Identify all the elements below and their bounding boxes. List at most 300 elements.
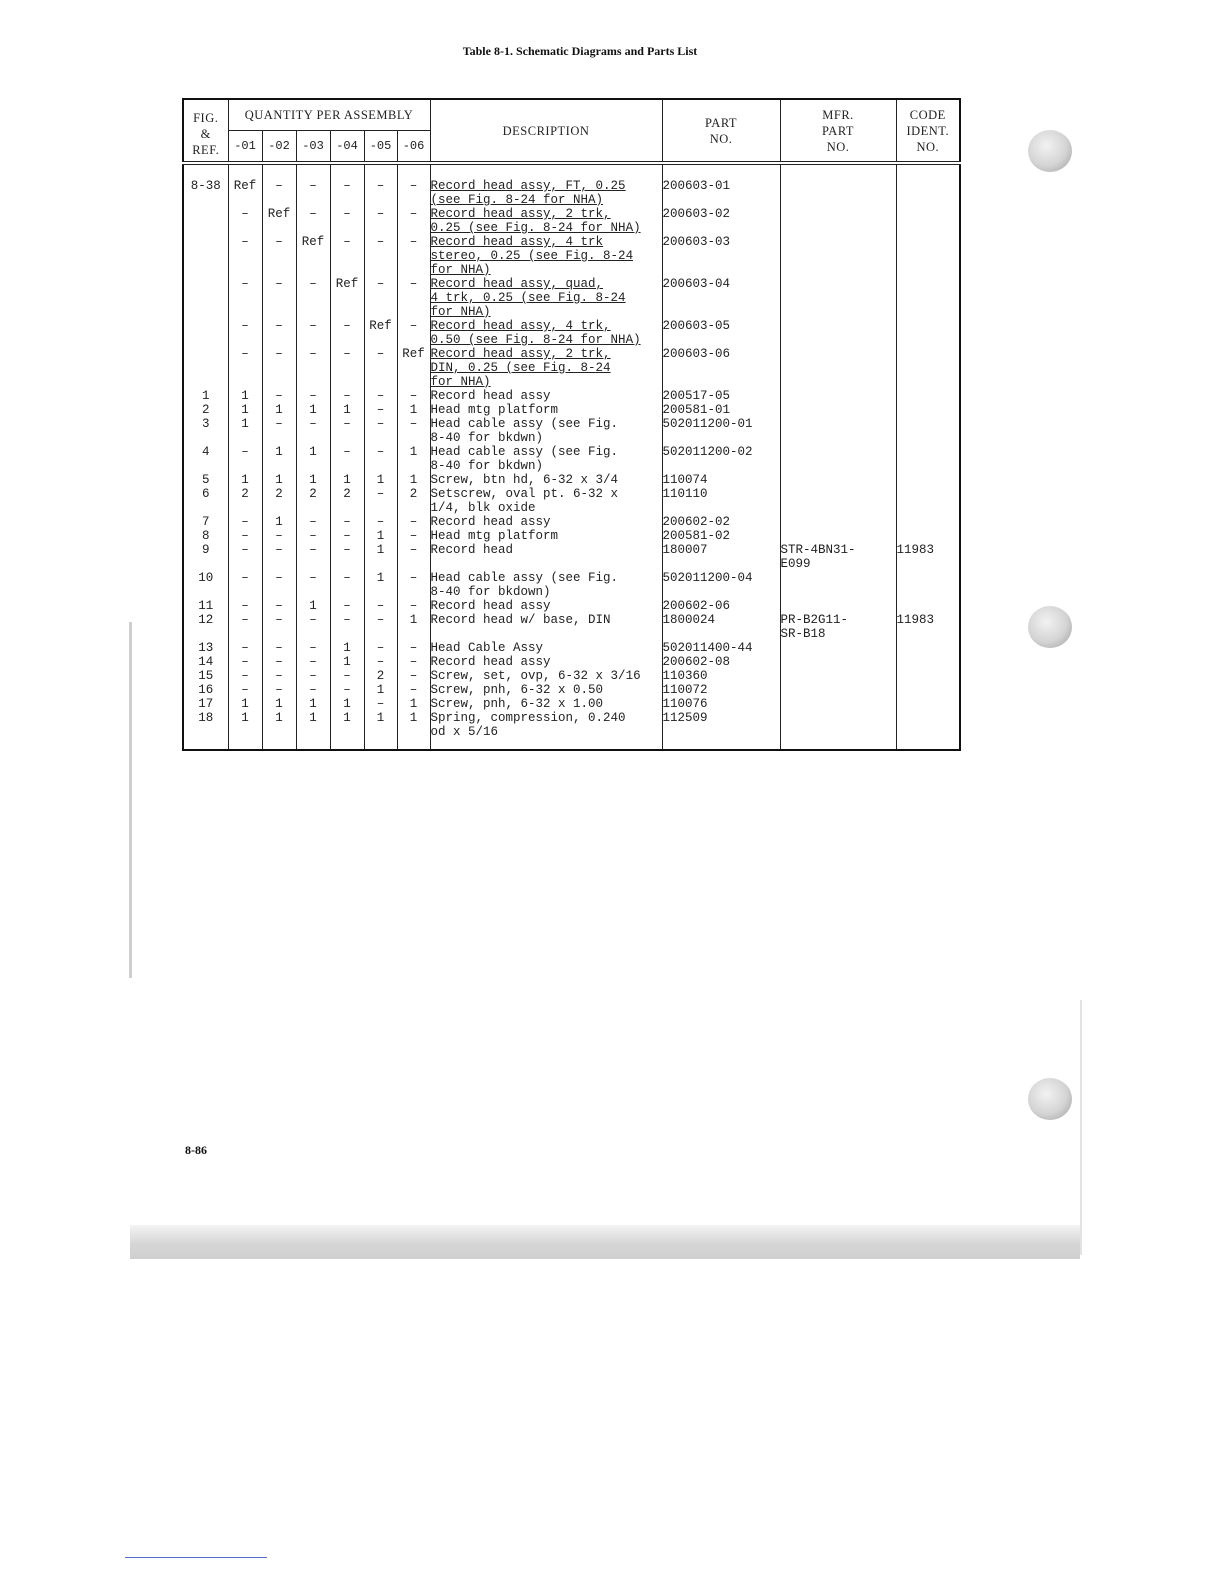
qty-cell: 2 [364, 669, 397, 683]
description-cell: Record head assy, 2 trk, DIN, 0.25 (see Fig. 8-24 for NHA) [430, 347, 662, 389]
qty-cell: – [397, 655, 430, 669]
qty-cell: 1 [296, 403, 330, 417]
qty-cell: – [397, 683, 430, 697]
qty-cell: 1 [330, 473, 364, 487]
description-cell: Screw, btn hd, 6-32 x 3/4 [430, 473, 662, 487]
qty-cell: 2 [262, 487, 296, 515]
description-cell: Record head assy [430, 389, 662, 403]
qty-cell: 2 [228, 487, 262, 515]
table-row [183, 277, 960, 319]
code-ident-cell [896, 515, 960, 529]
part-no-cell: 110072 [662, 683, 780, 697]
qty-cell: – [296, 669, 330, 683]
code-ident-cell [896, 347, 960, 389]
code-ident-cell [896, 207, 960, 235]
fig-ref-cell: 3 [183, 417, 228, 445]
description-cell: Record head assy, 4 trk stereo, 0.25 (see Fig. 8-24 for NHA) [430, 235, 662, 277]
description-cell: Screw, pnh, 6-32 x 0.50 [430, 683, 662, 697]
fig-ref-cell: 11 [183, 599, 228, 613]
code-ident-cell [896, 529, 960, 543]
qty-cell: Ref [296, 235, 330, 277]
part-no-cell: 502011200-02 [662, 445, 780, 473]
mfr-part-no-cell [780, 347, 896, 389]
mfr-part-no-cell [780, 163, 896, 207]
qty-cell: – [228, 543, 262, 571]
qty-cell: 1 [397, 403, 430, 417]
qty-cell: – [330, 389, 364, 403]
qty-cell: – [296, 277, 330, 319]
code-ident-cell [896, 683, 960, 697]
table-row [183, 697, 960, 711]
description-cell: Head cable assy (see Fig. 8-40 for bkdown) [430, 571, 662, 599]
qty-cell: – [330, 543, 364, 571]
mfr-part-no-cell: STR-4BN31- E099 [780, 543, 896, 571]
qty-cell: – [330, 445, 364, 473]
qty-cell: – [330, 571, 364, 599]
qty-cell: – [397, 235, 430, 277]
qty-cell: 1 [296, 445, 330, 473]
qty-cell: 1 [330, 403, 364, 417]
code-ident-cell [896, 473, 960, 487]
qty-cell: – [364, 277, 397, 319]
qty-cell: – [364, 599, 397, 613]
table-row [183, 571, 960, 599]
description-cell: Record head assy, 2 trk, 0.25 (see Fig. 8-24 for NHA) [430, 207, 662, 235]
qty-cell: – [397, 319, 430, 347]
table-row [183, 655, 960, 669]
qty-cell: 1 [296, 599, 330, 613]
qty-cell: – [228, 207, 262, 235]
qty-cell: – [262, 683, 296, 697]
table-row [183, 473, 960, 487]
qty-cell: – [296, 529, 330, 543]
qty-cell: – [262, 389, 296, 403]
bottom-rule [125, 1557, 267, 1558]
code-ident-cell [896, 697, 960, 711]
mfr-part-no-cell [780, 417, 896, 445]
part-no-cell: 110074 [662, 473, 780, 487]
mfr-part-no-cell [780, 235, 896, 277]
qty-cell: – [228, 571, 262, 599]
fig-ref-cell: 15 [183, 669, 228, 683]
qty-cell: – [296, 389, 330, 403]
code-ident-cell [896, 599, 960, 613]
fig-ref-cell: 14 [183, 655, 228, 669]
mfr-part-no-cell [780, 655, 896, 669]
qty-cell: – [397, 529, 430, 543]
qty-cell: 1 [364, 473, 397, 487]
part-no-cell: 200603-03 [662, 235, 780, 277]
qty-cell: 1 [296, 697, 330, 711]
part-no-cell: 180007 [662, 543, 780, 571]
qty-cell: – [296, 571, 330, 599]
qty-cell: – [262, 641, 296, 655]
part-no-cell: 200603-06 [662, 347, 780, 389]
qty-cell: 1 [330, 641, 364, 655]
header-qty-col: -04 [330, 131, 364, 164]
qty-cell: – [262, 277, 296, 319]
table-row [183, 543, 960, 571]
fig-ref-cell: 8-38 [183, 163, 228, 207]
table-row [183, 445, 960, 473]
mfr-part-no-cell [780, 697, 896, 711]
qty-cell: – [228, 683, 262, 697]
qty-cell: – [296, 655, 330, 669]
qty-cell: 1 [330, 711, 364, 750]
table-row [183, 599, 960, 613]
part-no-cell: 200581-01 [662, 403, 780, 417]
code-ident-cell [896, 277, 960, 319]
fig-ref-cell [183, 235, 228, 277]
table-row [183, 235, 960, 277]
qty-cell: – [364, 207, 397, 235]
table-row [183, 613, 960, 641]
part-no-cell: 200603-02 [662, 207, 780, 235]
header-qty-col: -01 [228, 131, 262, 164]
description-cell: Setscrew, oval pt. 6-32 x 1/4, blk oxide [430, 487, 662, 515]
description-cell: Record head assy [430, 599, 662, 613]
qty-cell: – [330, 529, 364, 543]
qty-cell: 1 [262, 711, 296, 750]
qty-cell: – [364, 515, 397, 529]
qty-cell: 2 [296, 487, 330, 515]
qty-cell: 1 [262, 445, 296, 473]
table-row [183, 711, 960, 750]
qty-cell: – [262, 347, 296, 389]
qty-cell: – [228, 529, 262, 543]
qty-cell: – [397, 389, 430, 403]
qty-cell: 2 [397, 487, 430, 515]
qty-cell: – [330, 235, 364, 277]
qty-cell: – [330, 163, 364, 207]
qty-cell: 1 [330, 655, 364, 669]
part-no-cell: 200602-08 [662, 655, 780, 669]
header-qty-col: -02 [262, 131, 296, 164]
qty-cell: – [330, 515, 364, 529]
qty-cell: – [296, 613, 330, 641]
qty-cell: – [364, 697, 397, 711]
header-quantity-per-assembly: QUANTITY PER ASSEMBLY [228, 99, 430, 131]
qty-cell: – [364, 417, 397, 445]
qty-cell: – [330, 613, 364, 641]
mfr-part-no-cell [780, 599, 896, 613]
description-cell: Spring, compression, 0.240 od x 5/16 [430, 711, 662, 750]
qty-cell: – [330, 347, 364, 389]
qty-cell: – [228, 445, 262, 473]
part-no-cell: 200581-02 [662, 529, 780, 543]
qty-cell: – [330, 417, 364, 445]
part-no-cell: 110360 [662, 669, 780, 683]
qty-cell: – [262, 571, 296, 599]
qty-cell: – [262, 599, 296, 613]
qty-cell: 1 [397, 445, 430, 473]
mfr-part-no-cell [780, 403, 896, 417]
description-cell: Record head assy, FT, 0.25 (see Fig. 8-24 for NHA) [430, 163, 662, 207]
header-qty-col: -06 [397, 131, 430, 164]
qty-cell: – [397, 417, 430, 445]
part-no-cell: 502011400-44 [662, 641, 780, 655]
qty-cell: 1 [262, 403, 296, 417]
qty-cell: – [228, 319, 262, 347]
qty-cell: – [228, 669, 262, 683]
table-row [183, 515, 960, 529]
page-edge-shadow [130, 1225, 1080, 1259]
qty-cell: – [364, 445, 397, 473]
qty-cell: – [228, 641, 262, 655]
qty-cell: 1 [228, 711, 262, 750]
qty-cell: 2 [330, 487, 364, 515]
description-cell: Record head assy [430, 655, 662, 669]
part-no-cell: 112509 [662, 711, 780, 750]
fig-ref-cell: 2 [183, 403, 228, 417]
table-row [183, 487, 960, 515]
binder-hole-top [1028, 130, 1072, 172]
qty-cell: 1 [262, 473, 296, 487]
mfr-part-no-cell [780, 571, 896, 599]
description-cell: Head cable assy (see Fig. 8-40 for bkdwn) [430, 417, 662, 445]
qty-cell: 1 [364, 529, 397, 543]
qty-cell: 1 [262, 515, 296, 529]
mfr-part-no-cell [780, 207, 896, 235]
binder-hole-middle [1028, 606, 1072, 648]
qty-cell: – [397, 571, 430, 599]
fig-ref-cell: 6 [183, 487, 228, 515]
qty-cell: – [296, 347, 330, 389]
description-cell: Head mtg platform [430, 529, 662, 543]
qty-cell: – [262, 235, 296, 277]
qty-cell: – [397, 599, 430, 613]
part-no-cell: 200603-01 [662, 163, 780, 207]
qty-cell: – [364, 235, 397, 277]
description-cell: Screw, pnh, 6-32 x 1.00 [430, 697, 662, 711]
qty-cell: – [296, 163, 330, 207]
fig-ref-cell: 12 [183, 613, 228, 641]
code-ident-cell: 11983 [896, 613, 960, 641]
qty-cell: – [228, 613, 262, 641]
header-part-no: PART NO. [662, 99, 780, 163]
table-row [183, 529, 960, 543]
qty-cell: – [262, 655, 296, 669]
qty-cell: – [296, 543, 330, 571]
qty-cell: – [364, 347, 397, 389]
table-row [183, 207, 960, 235]
table-row [183, 347, 960, 389]
fig-ref-cell: 9 [183, 543, 228, 571]
part-no-cell: 200603-05 [662, 319, 780, 347]
qty-cell: 1 [296, 711, 330, 750]
qty-cell: – [296, 207, 330, 235]
part-no-cell: 200602-06 [662, 599, 780, 613]
code-ident-cell [896, 487, 960, 515]
mfr-part-no-cell: PR-B2G11- SR-B18 [780, 613, 896, 641]
header-qty-col: -03 [296, 131, 330, 164]
qty-cell: – [364, 403, 397, 417]
part-no-cell: 200517-05 [662, 389, 780, 403]
qty-cell: 1 [228, 473, 262, 487]
description-cell: Record head w/ base, DIN [430, 613, 662, 641]
qty-cell: 1 [228, 389, 262, 403]
table-row [183, 417, 960, 445]
part-no-cell: 1800024 [662, 613, 780, 641]
binder-hole-bottom [1028, 1078, 1072, 1120]
mfr-part-no-cell [780, 641, 896, 655]
qty-cell: 1 [228, 403, 262, 417]
description-cell: Screw, set, ovp, 6-32 x 3/16 [430, 669, 662, 683]
part-no-cell: 110110 [662, 487, 780, 515]
table-row [183, 683, 960, 697]
part-no-cell: 502011200-04 [662, 571, 780, 599]
code-ident-cell [896, 389, 960, 403]
code-ident-cell [896, 641, 960, 655]
qty-cell: Ref [228, 163, 262, 207]
code-ident-cell [896, 319, 960, 347]
mfr-part-no-cell [780, 445, 896, 473]
mfr-part-no-cell [780, 683, 896, 697]
header-mfr-part-no: MFR. PART NO. [780, 99, 896, 163]
code-ident-cell: 11983 [896, 543, 960, 571]
qty-cell: – [228, 347, 262, 389]
description-cell: Head mtg platform [430, 403, 662, 417]
code-ident-cell [896, 403, 960, 417]
qty-cell: – [364, 163, 397, 207]
qty-cell: Ref [330, 277, 364, 319]
qty-cell: – [397, 515, 430, 529]
scan-margin-mark [129, 622, 132, 978]
page-number: 8-86 [185, 1143, 207, 1157]
description-cell: Record head assy, 4 trk, 0.50 (see Fig. 8-24 for NHA) [430, 319, 662, 347]
qty-cell: – [397, 163, 430, 207]
parts-list-table [182, 98, 961, 751]
fig-ref-cell: 7 [183, 515, 228, 529]
fig-ref-cell: 17 [183, 697, 228, 711]
qty-cell: – [364, 389, 397, 403]
table-row [183, 403, 960, 417]
fig-ref-cell [183, 277, 228, 319]
fig-ref-cell [183, 207, 228, 235]
fig-ref-cell: 10 [183, 571, 228, 599]
qty-cell: – [330, 207, 364, 235]
fig-ref-cell [183, 319, 228, 347]
header-fig-ref: FIG. & REF. [183, 99, 228, 163]
mfr-part-no-cell [780, 487, 896, 515]
qty-cell: 1 [228, 697, 262, 711]
qty-cell: – [262, 163, 296, 207]
fig-ref-cell: 16 [183, 683, 228, 697]
page-right-edge [1080, 1000, 1082, 1255]
fig-ref-cell: 5 [183, 473, 228, 487]
qty-cell: – [296, 641, 330, 655]
qty-cell: – [330, 319, 364, 347]
part-no-cell: 200603-04 [662, 277, 780, 319]
code-ident-cell [896, 445, 960, 473]
qty-cell: – [296, 515, 330, 529]
mfr-part-no-cell [780, 473, 896, 487]
qty-cell: – [262, 669, 296, 683]
fig-ref-cell: 18 [183, 711, 228, 750]
qty-cell: – [330, 599, 364, 613]
fig-ref-cell [183, 347, 228, 389]
qty-cell: 1 [397, 473, 430, 487]
fig-ref-cell: 13 [183, 641, 228, 655]
code-ident-cell [896, 417, 960, 445]
qty-cell: Ref [364, 319, 397, 347]
qty-cell: 1 [262, 697, 296, 711]
fig-ref-cell: 8 [183, 529, 228, 543]
mfr-part-no-cell [780, 319, 896, 347]
mfr-part-no-cell [780, 389, 896, 403]
qty-cell: – [330, 683, 364, 697]
part-no-cell: 502011200-01 [662, 417, 780, 445]
qty-cell: – [364, 641, 397, 655]
qty-cell: 1 [397, 613, 430, 641]
code-ident-cell [896, 669, 960, 683]
qty-cell: – [397, 543, 430, 571]
part-no-cell: 110076 [662, 697, 780, 711]
table-row [183, 163, 960, 207]
qty-cell: 1 [228, 417, 262, 445]
mfr-part-no-cell [780, 669, 896, 683]
qty-cell: – [397, 641, 430, 655]
qty-cell: 1 [364, 543, 397, 571]
qty-cell: – [364, 655, 397, 669]
qty-cell: – [296, 319, 330, 347]
qty-cell: Ref [262, 207, 296, 235]
mfr-part-no-cell [780, 277, 896, 319]
qty-cell: – [228, 655, 262, 669]
code-ident-cell [896, 571, 960, 599]
code-ident-cell [896, 163, 960, 207]
mfr-part-no-cell [780, 529, 896, 543]
table-row [183, 669, 960, 683]
qty-cell: 1 [397, 711, 430, 750]
fig-ref-cell: 4 [183, 445, 228, 473]
qty-cell: – [262, 613, 296, 641]
qty-cell: 1 [330, 697, 364, 711]
qty-cell: – [397, 277, 430, 319]
header-description: DESCRIPTION [430, 99, 662, 163]
qty-cell: – [397, 669, 430, 683]
description-cell: Record head [430, 543, 662, 571]
code-ident-cell [896, 655, 960, 669]
header-code-ident-no: CODE IDENT. NO. [896, 99, 960, 163]
fig-ref-cell: 1 [183, 389, 228, 403]
description-cell: Record head assy, quad, 4 trk, 0.25 (see Fig. 8-24 for NHA) [430, 277, 662, 319]
page-title: Table 8-1. Schematic Diagrams and Parts List [462, 44, 698, 58]
qty-cell: – [228, 599, 262, 613]
table-row [183, 641, 960, 655]
qty-cell: 1 [364, 711, 397, 750]
qty-cell: – [397, 207, 430, 235]
table-row [183, 389, 960, 403]
qty-cell: – [296, 417, 330, 445]
code-ident-cell [896, 711, 960, 750]
code-ident-cell [896, 235, 960, 277]
header-qty-col: -05 [364, 131, 397, 164]
qty-cell: 1 [364, 571, 397, 599]
qty-cell: – [228, 515, 262, 529]
qty-cell: – [262, 417, 296, 445]
qty-cell: – [364, 613, 397, 641]
qty-cell: – [262, 319, 296, 347]
qty-cell: – [228, 277, 262, 319]
qty-cell: 1 [397, 697, 430, 711]
table-row [183, 319, 960, 347]
qty-cell: – [228, 235, 262, 277]
qty-cell: 1 [296, 473, 330, 487]
mfr-part-no-cell [780, 515, 896, 529]
qty-cell: 1 [364, 683, 397, 697]
qty-cell: Ref [397, 347, 430, 389]
